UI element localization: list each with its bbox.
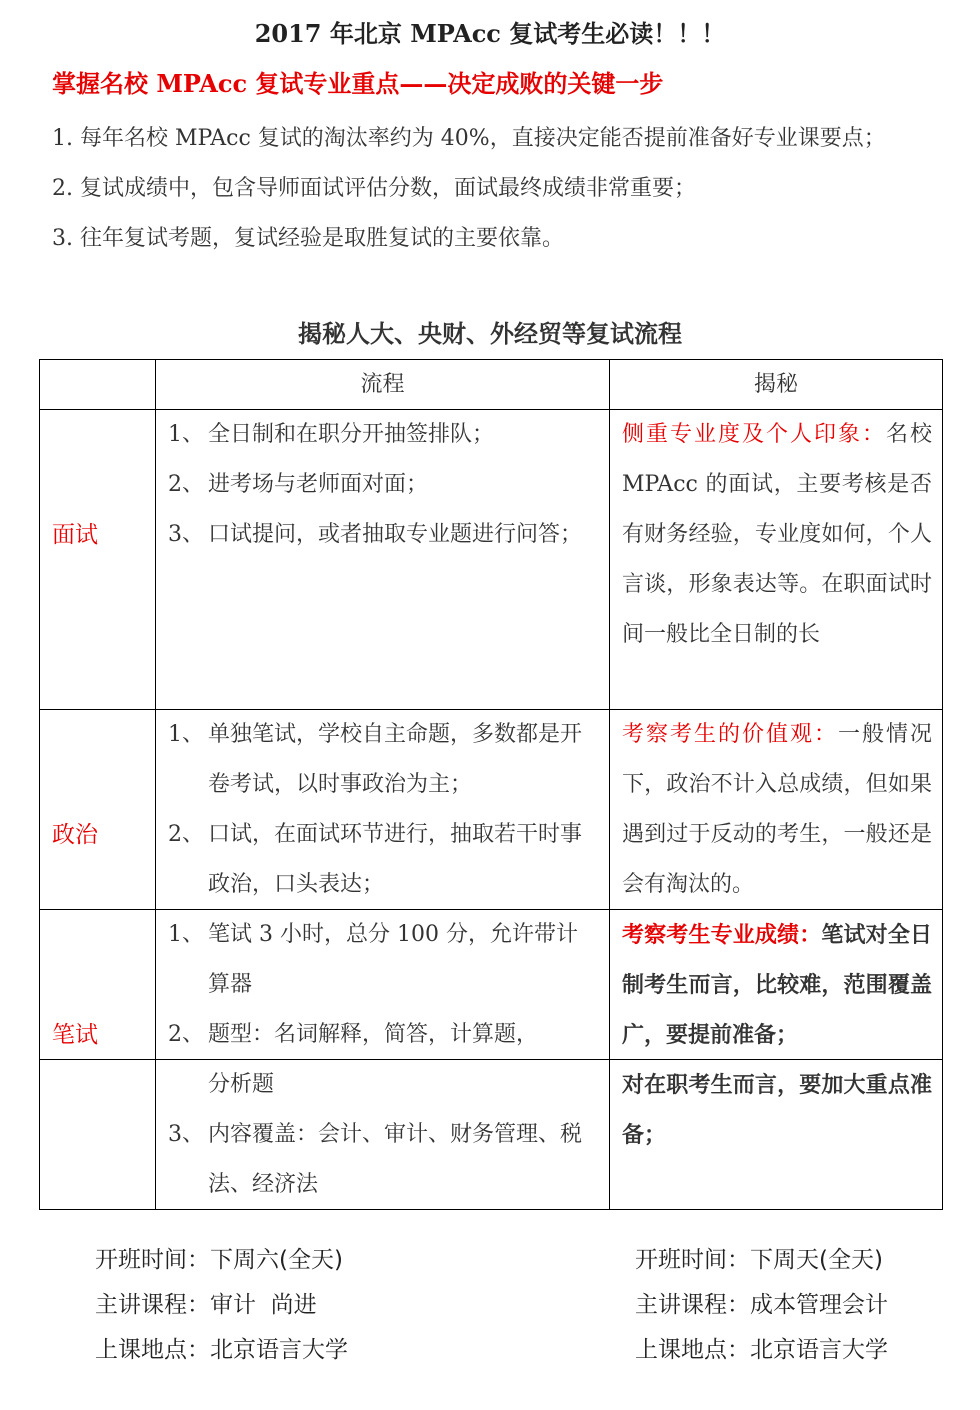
secret-body: 名校 MPAcc 的面试，主要考核是否有财务经验，专业度如何，个人言谈，形象表达等。在职面试时间一般比全日制的长	[622, 422, 932, 647]
intro-item: 3. 往年复试考题，复试经验是取胜复试的主要依靠。	[52, 226, 564, 251]
process-item: 2、 口试，在面试环节进行，抽取若干时事政治，口头表达；	[168, 822, 583, 897]
footer-left-class-info	[95, 1238, 348, 1373]
secret-cell-continued	[622, 1060, 932, 1160]
class-time: 开班时间：下周六(全天)	[95, 1247, 343, 1273]
row-label-written: 笔试	[52, 1022, 98, 1048]
process-item: 2、 题型：名词解释，简答，计算题，	[168, 1022, 539, 1047]
table-border-left	[39, 359, 40, 1210]
secret-cell-interview	[622, 410, 932, 660]
table-header-process: 流程	[360, 372, 405, 397]
secret-highlight: 考察考生专业成绩：	[622, 922, 822, 948]
process-cell-interview	[168, 410, 598, 560]
table-title: 揭秘人大、央财、外经贸等复试流程	[298, 319, 682, 348]
class-course: 主讲课程：成本管理会计	[635, 1292, 888, 1318]
table-header-cell	[40, 360, 155, 410]
secret-highlight: 考察考生的价值观：	[622, 722, 838, 747]
class-place: 上课地点：北京语言大学	[95, 1337, 348, 1363]
class-course: 主讲课程：审计 尚进	[95, 1292, 317, 1318]
intro-item: 1. 每年名校 MPAcc 复试的淘汰率约为 40%，直接决定能否提前准备好专业课要点；	[52, 126, 886, 151]
page-subtitle: 掌握名校 MPAcc 复试专业重点——决定成败的关键一步	[52, 69, 664, 98]
table-divider-col	[155, 359, 156, 1210]
intro-item: 2. 复试成绩中，包含导师面试评估分数，面试最终成绩非常重要；	[52, 176, 696, 201]
secret-cell-politics	[622, 710, 932, 910]
row-label-politics: 政治	[52, 822, 98, 848]
process-cell-continued	[168, 1060, 598, 1210]
secret-body: 笔试对全日制考生而言，比较难，范围覆盖广，要提前准备；	[622, 922, 932, 1048]
page-title: 2017 年北京 MPAcc 复试考生必读！！！	[254, 19, 726, 48]
class-time: 开班时间：下周天(全天)	[635, 1247, 883, 1273]
process-continuation: 分析题	[208, 1072, 275, 1097]
table-header-secret: 揭秘	[753, 372, 798, 397]
process-item: 1、 全日制和在职分开抽签排队；	[168, 422, 495, 447]
process-cell-written	[168, 910, 598, 1060]
table-divider-col	[609, 359, 610, 1210]
process-item: 3、 内容覆盖：会计、审计、财务管理、税法、经济法	[168, 1122, 583, 1197]
row-label-interview: 面试	[52, 522, 98, 548]
process-item: 1、 笔试 3 小时，总分 100 分，允许带计算器	[168, 922, 578, 997]
secret-highlight: 侧重专业度及个人印象：	[622, 422, 886, 447]
process-item: 2、 进考场与老师面对面；	[168, 472, 429, 497]
process-item: 3、 口试提问，或者抽取专业题进行问答；	[168, 522, 583, 547]
process-cell-politics	[168, 710, 598, 910]
process-item: 1、 单独笔试，学校自主命题，多数都是开卷考试，以时事政治为主；	[168, 722, 583, 797]
secret-cell-written	[622, 910, 932, 1060]
secret-body: 一般情况下，政治不计入总成绩，但如果遇到过于反动的考生，一般还是会有淘汰的。	[622, 722, 932, 897]
secret-body: 对在职考生而言，要加大重点准备；	[622, 1072, 932, 1148]
footer-right-class-info	[635, 1238, 888, 1373]
class-place: 上课地点：北京语言大学	[635, 1337, 888, 1363]
table-border-right	[942, 359, 943, 1210]
